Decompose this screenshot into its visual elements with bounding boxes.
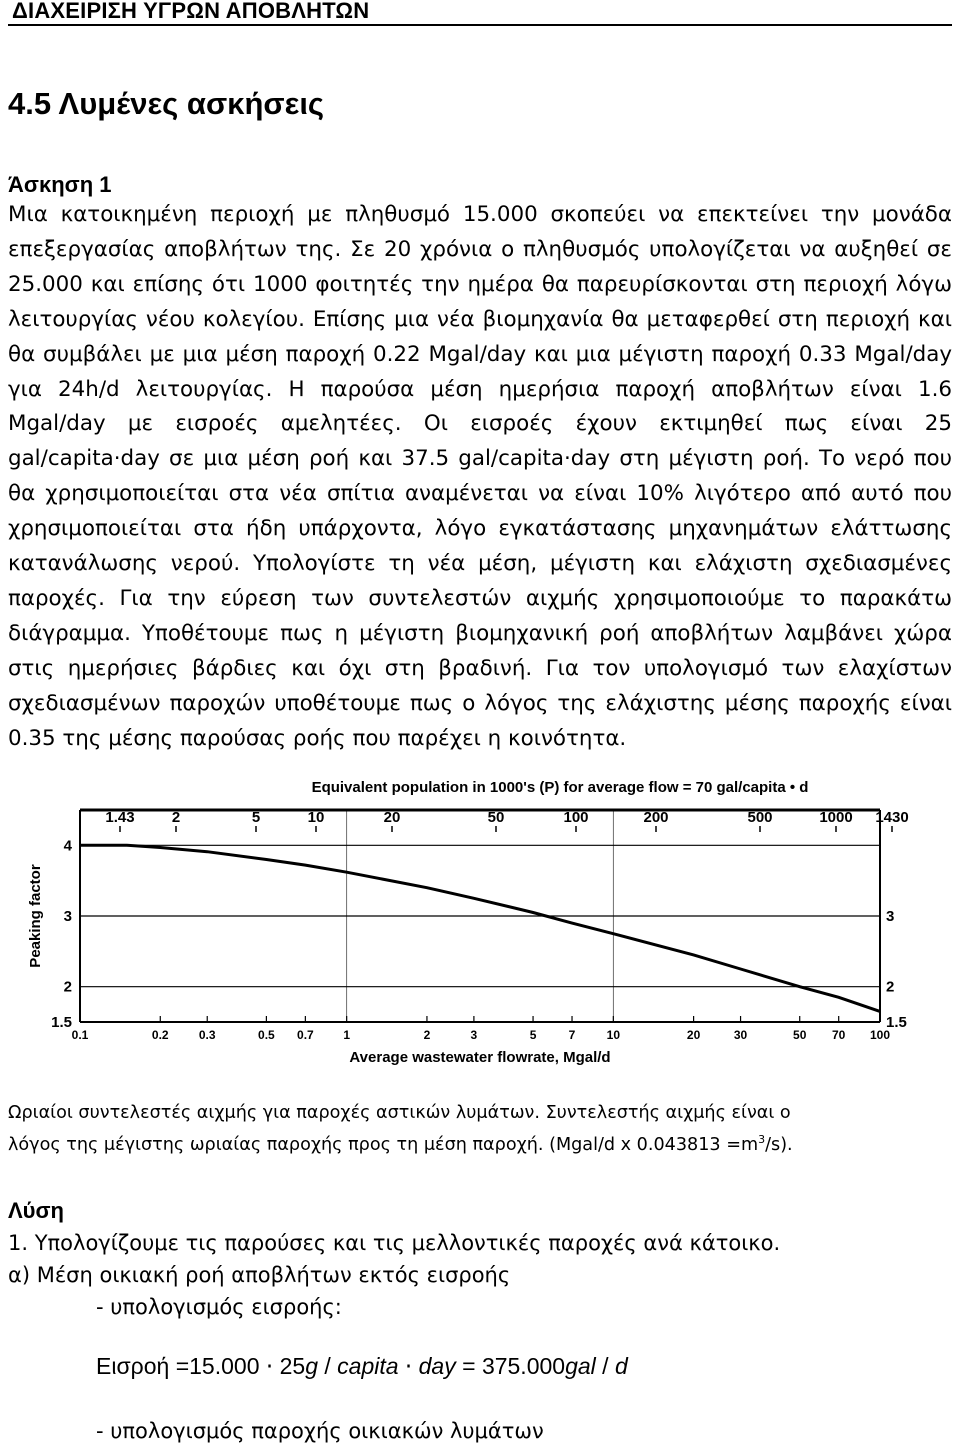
caption-superscript: 3 [758, 1133, 766, 1147]
solution-sub-domestic-flow: - υπολογισμός παροχής οικιακών λυμάτων [96, 1419, 544, 1443]
y-tick-label-right: 3 [886, 908, 895, 925]
exercise-title: Άσκηση 1 [8, 172, 112, 197]
eq-n2: 25 [279, 1353, 306, 1379]
solution-sub-infiltration: - υπολογισμός εισροής: [96, 1295, 342, 1319]
top-tick-label: 20 [383, 809, 401, 826]
page-header [8, 0, 952, 26]
x-tick-label: 20 [686, 1028, 701, 1042]
exercise-paragraph: Μια κατοικημένη περιοχή με πληθυσμό 15.000 σκοπεύει να επεκτείνει την μονάδα επεξεργασίας αποβλήτων της. Σε 20 χρόνια ο πληθυσμός υπολογίζεται να αυξηθεί σε 25.000 και επίσης ότι 1000 φοιτητές την ημέρα θα παρευρίσκονται στη περιοχή λόγω λειτουργίας νέου κολεγίου. Επίσης μια νέα βιομηχανία θα μεταφερθεί στη περιοχή και θα συμβάλει με μια μέση παροχή 0.22 Mgal/day και μια μέγιστη παροχή 0.33 Mgal/day για 24h/d λειτουργίας. Η παρούσα μέση ημερήσια παροχή αποβλήτων είναι 1.6 Mgal/day με εισροές αμελητέες. Οι εισροές έχουν εκτιμηθεί πως είναι 25 gal/capita·day σε μια μέση ροή και 37.5 gal/capita·day στη μέγιστη ροή. Το νερό που θα χρησιμοποιείται στα νέα σπίτια αναμένεται να είναι 10% λιγότερο από αυτό που χρησιμοποιείται στα ήδη υπάρχοντα, λόγο εγκατάστασης μηχανημάτων ελάττωσης κατανάλωσης νερού. Υπολογίστε τη νέα μέση, μέγιστη και ελάχιστη σχεδιασμένες παροχές. Για την εύρεση των συντελεστών αιχμής χρησιμοποιούμε το παρακάτω διάγραμμα. Υποθέτουμε πως η μέγιστη βιομηχανική ροή αποβλήτων λαμβάνει χώρα στις ημερήσιες βάρδιες και όχι στη βραδινή. Για τον υπολογισμό των ελαχίστων σχεδιασμένων παροχών υποθέτουμε πως ο λόγος της ελάχιστης μέσης παροχής είναι 0.35 της μέσης παρούσας ροής που παρέχει η κοινότητα. [8, 202, 952, 751]
section-title: 4.5 Λυμένες ασκήσεις [8, 86, 325, 121]
top-axis-title: Equivalent population in 1000's (P) for average flow = 70 gal/capita • d [311, 779, 809, 796]
eq-unit-gal: gal [565, 1353, 596, 1379]
x-tick-label: 100 [869, 1028, 891, 1042]
peaking-factor-chart [20, 776, 920, 1072]
y-tick-label-right: 2 [886, 978, 895, 996]
header-title: ΔΙΑΧΕΙΡΙΣΗ ΥΓΡΩΝ ΑΠΟΒΛΗΤΩΝ [12, 0, 370, 23]
y-axis-label: Peaking factor [27, 864, 44, 968]
top-tick-label: 500 [747, 809, 773, 826]
eq-unit-capita: capita [337, 1353, 399, 1379]
eq-unit-g: g [305, 1353, 318, 1379]
x-tick-label: 5 [529, 1028, 537, 1042]
caption-line-2 [8, 1129, 952, 1161]
exercise-text [8, 198, 952, 757]
y-tick-label-left: 2 [63, 978, 72, 996]
solution-title: Λύση [8, 1198, 64, 1223]
x-tick-label: 1 [343, 1028, 351, 1042]
x-tick-label: 2 [423, 1028, 431, 1042]
chart-svg [20, 776, 920, 1072]
x-tick-label: 10 [606, 1028, 621, 1042]
top-tick-label: 1430 [875, 809, 909, 826]
eq-equals: = [175, 1353, 190, 1379]
y-tick-label-right: 1.5 [886, 1014, 907, 1031]
solution-step-a: α) Μέση οικιακή ροή αποβλήτων εκτός εισροής [8, 1263, 511, 1287]
eq-dot-2: ⋅ [404, 1353, 413, 1379]
y-tick-label-left: 4 [63, 837, 72, 855]
y-tick-label-left: 3 [63, 908, 72, 925]
caption-line-2-text: λόγος της μέγιστης ωριαίας παροχής προς τη μέση παροχή. (Mgal/d x 0.043813 =m [8, 1135, 759, 1155]
top-tick-label: 200 [643, 809, 669, 826]
infiltration-equation [96, 1349, 628, 1383]
x-tick-label: 0.7 [297, 1028, 314, 1042]
x-tick-label: 3 [470, 1028, 478, 1042]
x-tick-label: 0.2 [151, 1028, 169, 1042]
caption-line-1: Ωριαίοι συντελεστές αιχμής για παροχές αστικών λυμάτων. Συντελεστής αιχμής είναι ο [8, 1103, 791, 1123]
x-tick-label: 0.5 [258, 1028, 275, 1042]
x-tick-label: 0.1 [71, 1028, 89, 1042]
x-tick-label: 50 [793, 1028, 807, 1042]
top-tick-label: 1.43 [105, 809, 135, 826]
x-tick-label: 70 [832, 1028, 846, 1042]
eq-lhs: Εισροή [96, 1353, 170, 1379]
top-tick-label: 5 [251, 809, 261, 826]
top-tick-label: 1000 [819, 809, 853, 826]
eq-unit-day: day [418, 1353, 456, 1379]
eq-equals-2: = [462, 1353, 476, 1379]
top-tick-label: 100 [563, 809, 589, 826]
eq-result: 375.000 [481, 1353, 566, 1379]
x-axis-label: Average wastewater flowrate, Mgal/d [349, 1049, 611, 1066]
x-tick-label: 30 [733, 1028, 748, 1042]
top-tick-label: 10 [307, 809, 325, 826]
x-tick-label: 0.3 [198, 1028, 216, 1042]
eq-slash-2: / [602, 1353, 609, 1379]
top-tick-label: 2 [171, 809, 181, 826]
top-tick-label: 50 [487, 809, 505, 826]
eq-dot: ⋅ [265, 1353, 274, 1379]
eq-slash: / [324, 1353, 331, 1379]
caption-line-2-end: /s). [765, 1135, 793, 1155]
eq-unit-d: d [614, 1353, 628, 1379]
figure-caption [8, 1097, 952, 1161]
solution-step-1: 1. Υπολογίζουμε τις παρούσες και τις μελλοντικές παροχές ανά κάτοικο. [8, 1231, 781, 1255]
eq-n1: 15.000 [189, 1353, 260, 1379]
x-tick-label: 7 [568, 1028, 576, 1042]
y-tick-label-left: 1.5 [51, 1014, 72, 1031]
